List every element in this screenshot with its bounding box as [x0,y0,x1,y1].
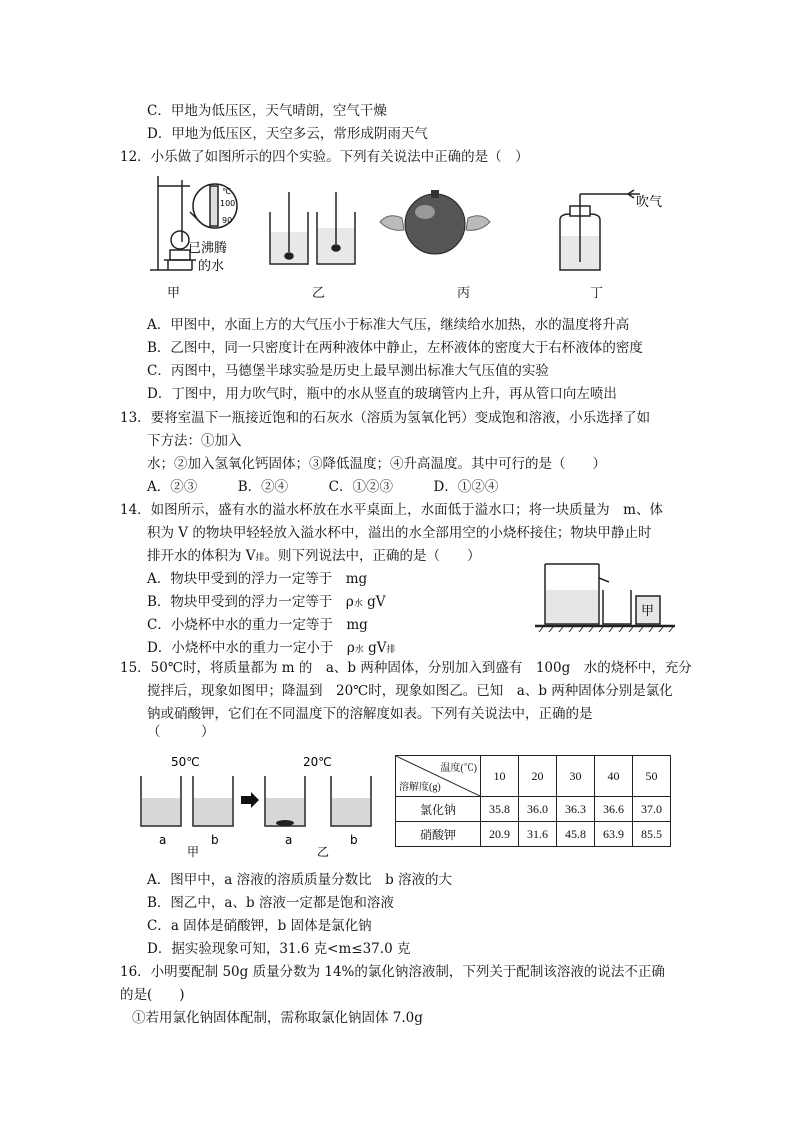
q13-options: A．②③ B．②④ C．①②③ D．①②④ [147,479,499,495]
row-name-nacl: 氯化钠 [396,797,481,822]
q14-option-d: D．小烧杯中水的重力一定小于 ρ水 gV排 [147,640,396,656]
q14-option-b: B．物块甲受到的浮力一定等于 ρ水 gV [147,594,386,610]
q15-line3: 钠或硝酸钾，它们在不同温度下的溶解度如表。下列有关说法中，正确的是 [147,706,593,722]
q15-option-c: C．a 固体是硝酸钾，b 固体是氯化钠 [147,918,372,934]
q12-option-b: B．乙图中，同一只密度计在两种液体中静止，左杯液体的密度大于右杯液体的密度 [147,340,643,356]
row-name-kno3: 硝酸钾 [396,822,481,847]
q15-beaker-b-yi: b [350,833,358,847]
fig-label-yi: 乙 [312,286,326,301]
solubility-table [395,755,671,847]
table-corner-header [396,756,481,797]
table-cell: 31.6 [519,822,557,847]
q11-option-c: C．甲地为低压区，天气晴朗，空气干燥 [147,103,387,119]
q11-option-d: D．甲地为低压区，天空多云，常形成阴雨天气 [147,126,428,142]
fig-bing-hemispheres [380,190,490,254]
q15-beaker-a-jia: a [159,833,167,847]
q15-option-a: A．图甲中，a 溶液的溶质质量分数比 b 溶液的大 [147,872,453,888]
table-row [396,797,671,822]
q15-beaker-a-yi: a [285,833,293,847]
fig-jia-boiling-text1: 已沸腾 [188,241,228,256]
table-cell: 36.6 [595,797,633,822]
thermo-90: 90 [222,216,233,225]
table-cell: 20.9 [481,822,519,847]
fig-ding-bottle [560,190,640,270]
temp-30: 30 [557,756,595,797]
table-cell: 37.0 [633,797,671,822]
table-cell: 45.8 [557,822,595,847]
q14-option-a: A．物块甲受到的浮力一定等于 mg [147,571,368,587]
q14-figure [535,560,675,636]
q14-line3: 排开水的体积为 V排。则下列说法中，正确的是（ ） [147,548,481,564]
header-temp: 温度(℃) [440,763,477,774]
q15-beaker-b-jia: b [211,833,219,847]
temp-10: 10 [481,756,519,797]
q15-temp-yi: 20℃ [303,755,332,769]
header-solubility: 溶解度(g) [399,782,441,793]
q13-line3: 水；②加入氢氧化钙固体；③降低温度；④升高温度。其中可行的是（ ） [147,456,606,472]
q15-option-b: B．图乙中，a、b 溶液一定都是饱和溶液 [147,895,394,911]
fig-label-jia: 甲 [167,286,181,301]
fig-label-ding: 丁 [590,286,604,301]
thermo-100: 100 [220,199,236,208]
q12-stem: 12．小乐做了如图所示的四个实验。下列有关说法中正确的是（ ） [120,149,529,165]
table-cell: 35.8 [481,797,519,822]
fig-label-bing: 丙 [457,286,471,301]
q15-label-jia: 甲 [187,845,200,859]
thermo-unit: ℃ [222,187,231,196]
q14-line1: 14．如图所示，盛有水的溢水杯放在水平桌面上，水面低于溢水口；将一块质量为 m、体 [120,502,663,518]
temp-40: 40 [595,756,633,797]
q14-block-label: 甲 [641,604,655,619]
q15-figure [135,752,390,860]
q12-option-d: D．丁图中，用力吹气时，瓶中的水从竖直的玻璃管内上升，再从管口向左喷出 [147,386,617,402]
q15-line1: 15．50℃时，将质量都为 m 的 a、b 两种固体，分别加入到盛有 100g 水的烧杯中，充分 [120,660,692,676]
q14-line2: 积为 V 的物块甲轻轻放入溢水杯中，溢出的水全部用空的小烧杯接住；物块甲静止时 [147,525,652,541]
q16-line1: 16．小明要配制 50g 质量分数为 14%的氯化钠溶液制，下列关于配制该溶液的说法不正确 [120,964,665,980]
q16-line2: 的是( ) [120,987,185,1003]
fig-jia-boiling-text2: 的水 [198,259,225,274]
q15-line2: 搅拌后，现象如图甲；降温到 20℃时，现象如图乙。已知 a、b 两种固体分别是氯化 [147,683,673,699]
q12-option-c: C．丙图中，马德堡半球实验是历史上最早测出标准大气压值的实验 [147,363,549,379]
q15-temp-jia: 50℃ [171,755,200,769]
q13-line2: 下方法：①加入 [147,433,242,449]
fig-ding-blow-text: 吹气 [636,195,663,210]
table-cell: 36.0 [519,797,557,822]
q14-option-c: C．小烧杯中水的重力一定等于 mg [147,617,368,633]
temp-50: 50 [633,756,671,797]
q13-line1: 13．要将室温下一瓶接近饱和的石灰水（溶质为氢氧化钙）变成饱和溶液，小乐选择了如 [120,410,651,426]
q12-figures [140,172,680,280]
q15-line4: （ ） [147,724,215,740]
q12-option-a: A．甲图中，水面上方的大气压小于标准大气压，继续给水加热，水的温度将升高 [147,317,630,333]
q15-label-yi: 乙 [317,845,330,859]
table-cell: 85.5 [633,822,671,847]
table-row [396,822,671,847]
q16-item1: ①若用氯化钠固体配制，需称取氯化钠固体 7.0g [132,1010,423,1026]
table-cell: 63.9 [595,822,633,847]
fig-yi-beakers [270,192,355,264]
table-cell: 36.3 [557,797,595,822]
q15-option-d: D．据实验现象可知，31.6 克<m≤37.0 克 [147,941,411,957]
temp-20: 20 [519,756,557,797]
